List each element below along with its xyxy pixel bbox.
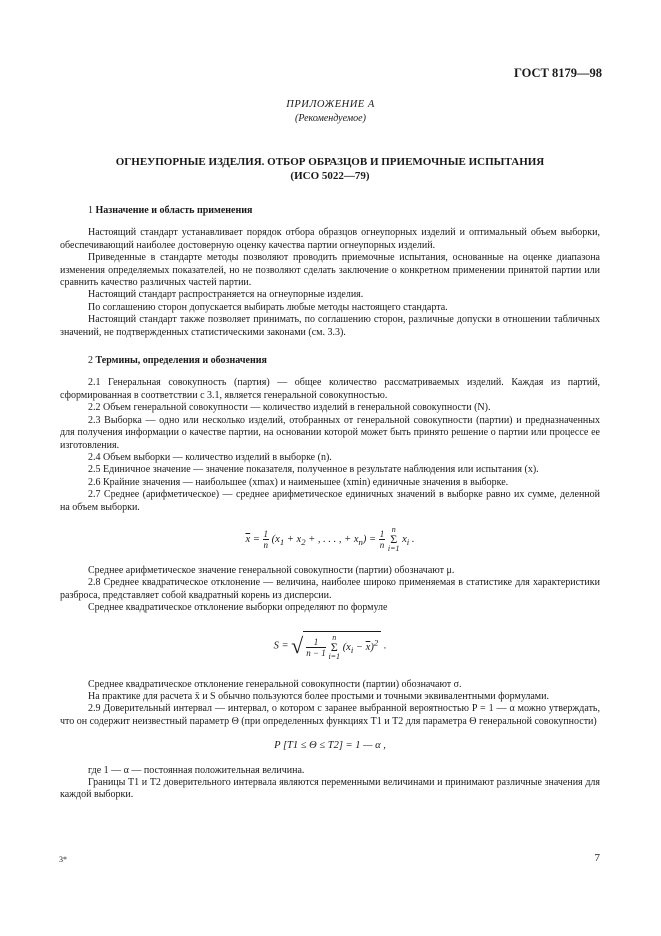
std-dev-formula-intro: Среднее квадратическое отклонение выборки определяют по формуле <box>88 602 388 614</box>
population-std-dev-note: Среднее квадратическое отклонение генеральной совокупности (партии) обозначают σ. <box>88 678 462 690</box>
clause-2-7: 2.7 Среднее (арифметическое) — среднее арифметическое единичных значений в выборке равно их сумме, деленной на объем выборки. <box>60 489 600 513</box>
page-number: 7 <box>594 852 600 864</box>
section2-number: 2 <box>88 355 93 367</box>
annex-status: (Рекомендуемое) <box>295 113 366 124</box>
practical-formulas-note: На практике для расчета x̄ и S обычно пользуются более простыми и точными эквивалентными формулами. <box>88 690 549 702</box>
clause-2-4: 2.4 Объем выборки — количество изделий в выборке (n). <box>88 451 332 463</box>
mean-formula: $\overline{x}$ = $\frac{1}{n}$ ($x_1 + x_2$ + , . . . , + $x_n$) = $\frac{1}{n}$ n Σ i=1 $x_i$ . <box>245 524 415 553</box>
annex-title <box>60 155 600 183</box>
section1-heading <box>60 205 600 217</box>
section1-number: 1 <box>88 205 93 216</box>
section1-paragraph: Настоящий стандарт также позволяет принимать, по соглашению сторон, различные допуски в отношении табличных значений, не подтвержденных статистическими законами (см. 3.3). <box>60 314 600 338</box>
document-code: ГОСТ 8179—98 <box>513 66 602 80</box>
alpha-definition: где 1 — α — постоянная положительная величина. <box>88 764 305 776</box>
interval-bounds-note: Границы T1 и T2 доверительного интервала являются переменными величинами и принимают различные значения для каждой выборки. <box>60 777 600 801</box>
annex-label: ПРИЛОЖЕНИЕ А <box>286 99 375 110</box>
section1-title: Назначение и область применения <box>95 205 253 216</box>
std-dev-formula: S = √ $\frac{1}{n - 1}$ n Σ i=1 $(x_i - \overline{x})^2$ . <box>273 632 387 661</box>
document-body <box>60 199 600 802</box>
population-mean-note: Среднее арифметическое значение генеральной совокупности (партии) обозначают μ. <box>88 564 455 576</box>
clause-2-6: 2.6 Крайние значения — наибольшее (xmax) и наименьшее (xmin) единичные значения в выборке. <box>88 476 509 488</box>
section2-heading <box>60 355 600 367</box>
clause-2-8: 2.8 Среднее квадратическое отклонение — величина, наиболее широко применяемая в статистике для характеристики разброса, представляет собой квадратный корень из дисперсии. <box>60 577 600 601</box>
section1-paragraph: Настоящий стандарт распространяется на огнеупорные изделия. <box>88 289 364 301</box>
annex-title-line1: ОГНЕУПОРНЫЕ ИЗДЕЛИЯ. ОТБОР ОБРАЗЦОВ И ПРИЕМОЧНЫЕ ИСПЫТАНИЯ <box>115 156 545 168</box>
annex-title-line2: (ИСО 5022—79) <box>290 170 370 182</box>
clause-2-9: 2.9 Доверительный интервал — интервал, о котором с заранее выбранной вероятностью P = 1 — α можно утверждать, что он содержит неизвестный параметр Θ (при определенных функциях T1 и T2 для параметра Θ генеральной совокупности) <box>60 703 600 727</box>
clause-2-3: 2.3 Выборка — одно или несколько изделий, отобранных от генеральной совокупности (партии) и предназначенных для получения информации о качестве партии, на основании которой может быть принято решение о партии или процессе ее изготовления. <box>60 414 600 451</box>
section1-paragraph: Приведенные в стандарте методы позволяют проводить приемочные испытания, основанные на оценке диапазона изменения определяемых показателей, но не позволяют сделать заключение о конкретном применении принятой партии или сравнить качество различных частей партии. <box>60 252 600 289</box>
section2-title: Термины, определения и обозначения <box>95 355 267 367</box>
section1-paragraph: По соглашению сторон допускается выбирать любые методы настоящего стандарта. <box>88 301 448 313</box>
clause-2-2: 2.2 Объем генеральной совокупности — количество изделий в генеральной совокупности (N). <box>88 402 491 414</box>
clause-2-5: 2.5 Единичное значение — значение показателя, полученное в результате наблюдения или испытания (x). <box>88 464 539 476</box>
confidence-formula: P [T1 ≤ Θ ≤ T2] = 1 — α , <box>274 740 386 752</box>
footer-signature-mark: 3* <box>59 855 67 864</box>
section1-paragraph: Настоящий стандарт устанавливает порядок отбора образцов огнеупорных изделий и оптимальный объем выборки, обеспечивающий наиболее достоверную оценку качества партии огнеупорных изделий. <box>60 227 600 251</box>
clause-2-1: 2.1 Генеральная совокупность (партия) — общее количество рассматриваемых изделий. Каждая из партий, сформированная в соответствии с 3.1, является генеральной совокупностью. <box>60 377 600 401</box>
